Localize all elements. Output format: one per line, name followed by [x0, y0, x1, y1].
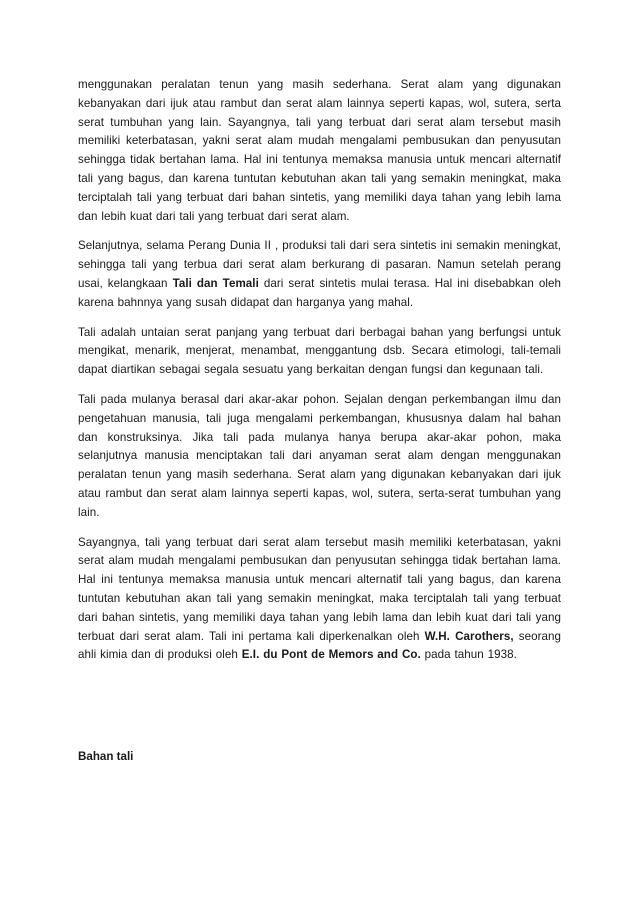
- paragraph-5-text-a: Sayangnya, tali yang terbuat dari serat alam tersebut masih memiliki keterbatasan, yakni serat alam mudah mengalami pembusukan dan penyusutan sehingga tidak bertahan lama. Hal ini tentunya memaksa manusia untuk mencari alternatif tali yang bagus, dan karena tuntutan kebutuhan akan tali yang semakin meningkat, maka terciptalah tali yang terbuat dari bahan sintetis, yang memiliki daya tahan yang lebih lama dan lebih kuat dari tali yang terbuat dari serat alam. Tali ini pertama kali diperkenalkan oleh: [78, 535, 561, 643]
- paragraph-1: [78, 76, 561, 226]
- paragraph-4: [78, 391, 561, 523]
- paragraph-1-text: menggunakan peralatan tenun yang masih sederhana. Serat alam yang digunakan kebanyakan dari ijuk atau rambut dan serat alam lainnya seperti kapas, wol, sutera, serta serat tumbuhan yang lain. Sayangnya, tali yang terbuat dari serat alam tersebut masih memiliki keterbatasan, yakni serat alam mudah mengalami pembusukan dan penyusutan sehingga tidak bertahan lama. Hal ini tentunya memaksa manusia untuk mencari alternatif tali yang bagus, dan karena tuntutan kebutuhan akan tali yang semakin meningkat, maka terciptalah tali yang terbuat dari bahan sintetis, yang memiliki daya tahan yang lebih lama dan lebih kuat dari tali yang terbuat dari serat alam.: [78, 78, 561, 223]
- paragraph-2-bold-term: Tali dan Temali: [172, 276, 259, 290]
- paragraph-3: [78, 324, 561, 380]
- paragraph-4-text: Tali pada mulanya berasal dari akar-akar pohon. Sejalan dengan perkembangan ilmu dan pengetahuan manusia, tali juga mengalami perkembangan, khususnya dalam hal bahan dan konstruksinya. Jika tali pada mulanya hanya berupa akar-akar pohon, maka selanjutnya manusia menciptakan tali dari anyaman serat alam dengan menggunakan peralatan tenun yang masih sederhana. Serat alam yang digunakan kebanyakan dari ijuk atau rambut dan serat alam lainnya seperti kapas, wol, sutera, serta-serat tumbuhan yang lain.: [78, 392, 561, 519]
- paragraph-2-text-b: dari serat sintetis mulai terasa. Hal ini disebabkan oleh karena bahnnya yang susah didapat dan harganya yang mahal.: [78, 276, 561, 309]
- paragraph-3-text: Tali adalah untaian serat panjang yang terbuat dari berbagai bahan yang berfungsi untuk mengikat, menarik, menjerat, menambat, menggantung dsb. Secara etimologi, tali-temali dapat diartikan sebagai segala sesuatu yang berkaitan dengan fungsi dan kegunaan tali.: [78, 325, 561, 377]
- paragraph-2-text-a: Selanjutnya, selama Perang Dunia II , produksi tali dari sera sintetis ini semakin meningkat, sehingga tali yang terbua dari serat alam berkurang di pasaran. Namun setelah perang usai, kelangkaan: [78, 239, 561, 290]
- paragraph-5-bold-company: E.I. du Pont de Memors and Co.: [241, 648, 421, 662]
- paragraph-2: [78, 237, 561, 312]
- paragraph-5: [78, 534, 561, 666]
- paragraph-5-bold-person: W.H. Carothers,: [424, 629, 514, 643]
- document-body: [78, 76, 561, 665]
- section-heading: Bahan tali: [78, 750, 134, 763]
- paragraph-5-text-b: seorang ahli kimia dan di produksi oleh: [78, 629, 561, 662]
- paragraph-5-text-c: pada tahun 1938.: [420, 648, 517, 662]
